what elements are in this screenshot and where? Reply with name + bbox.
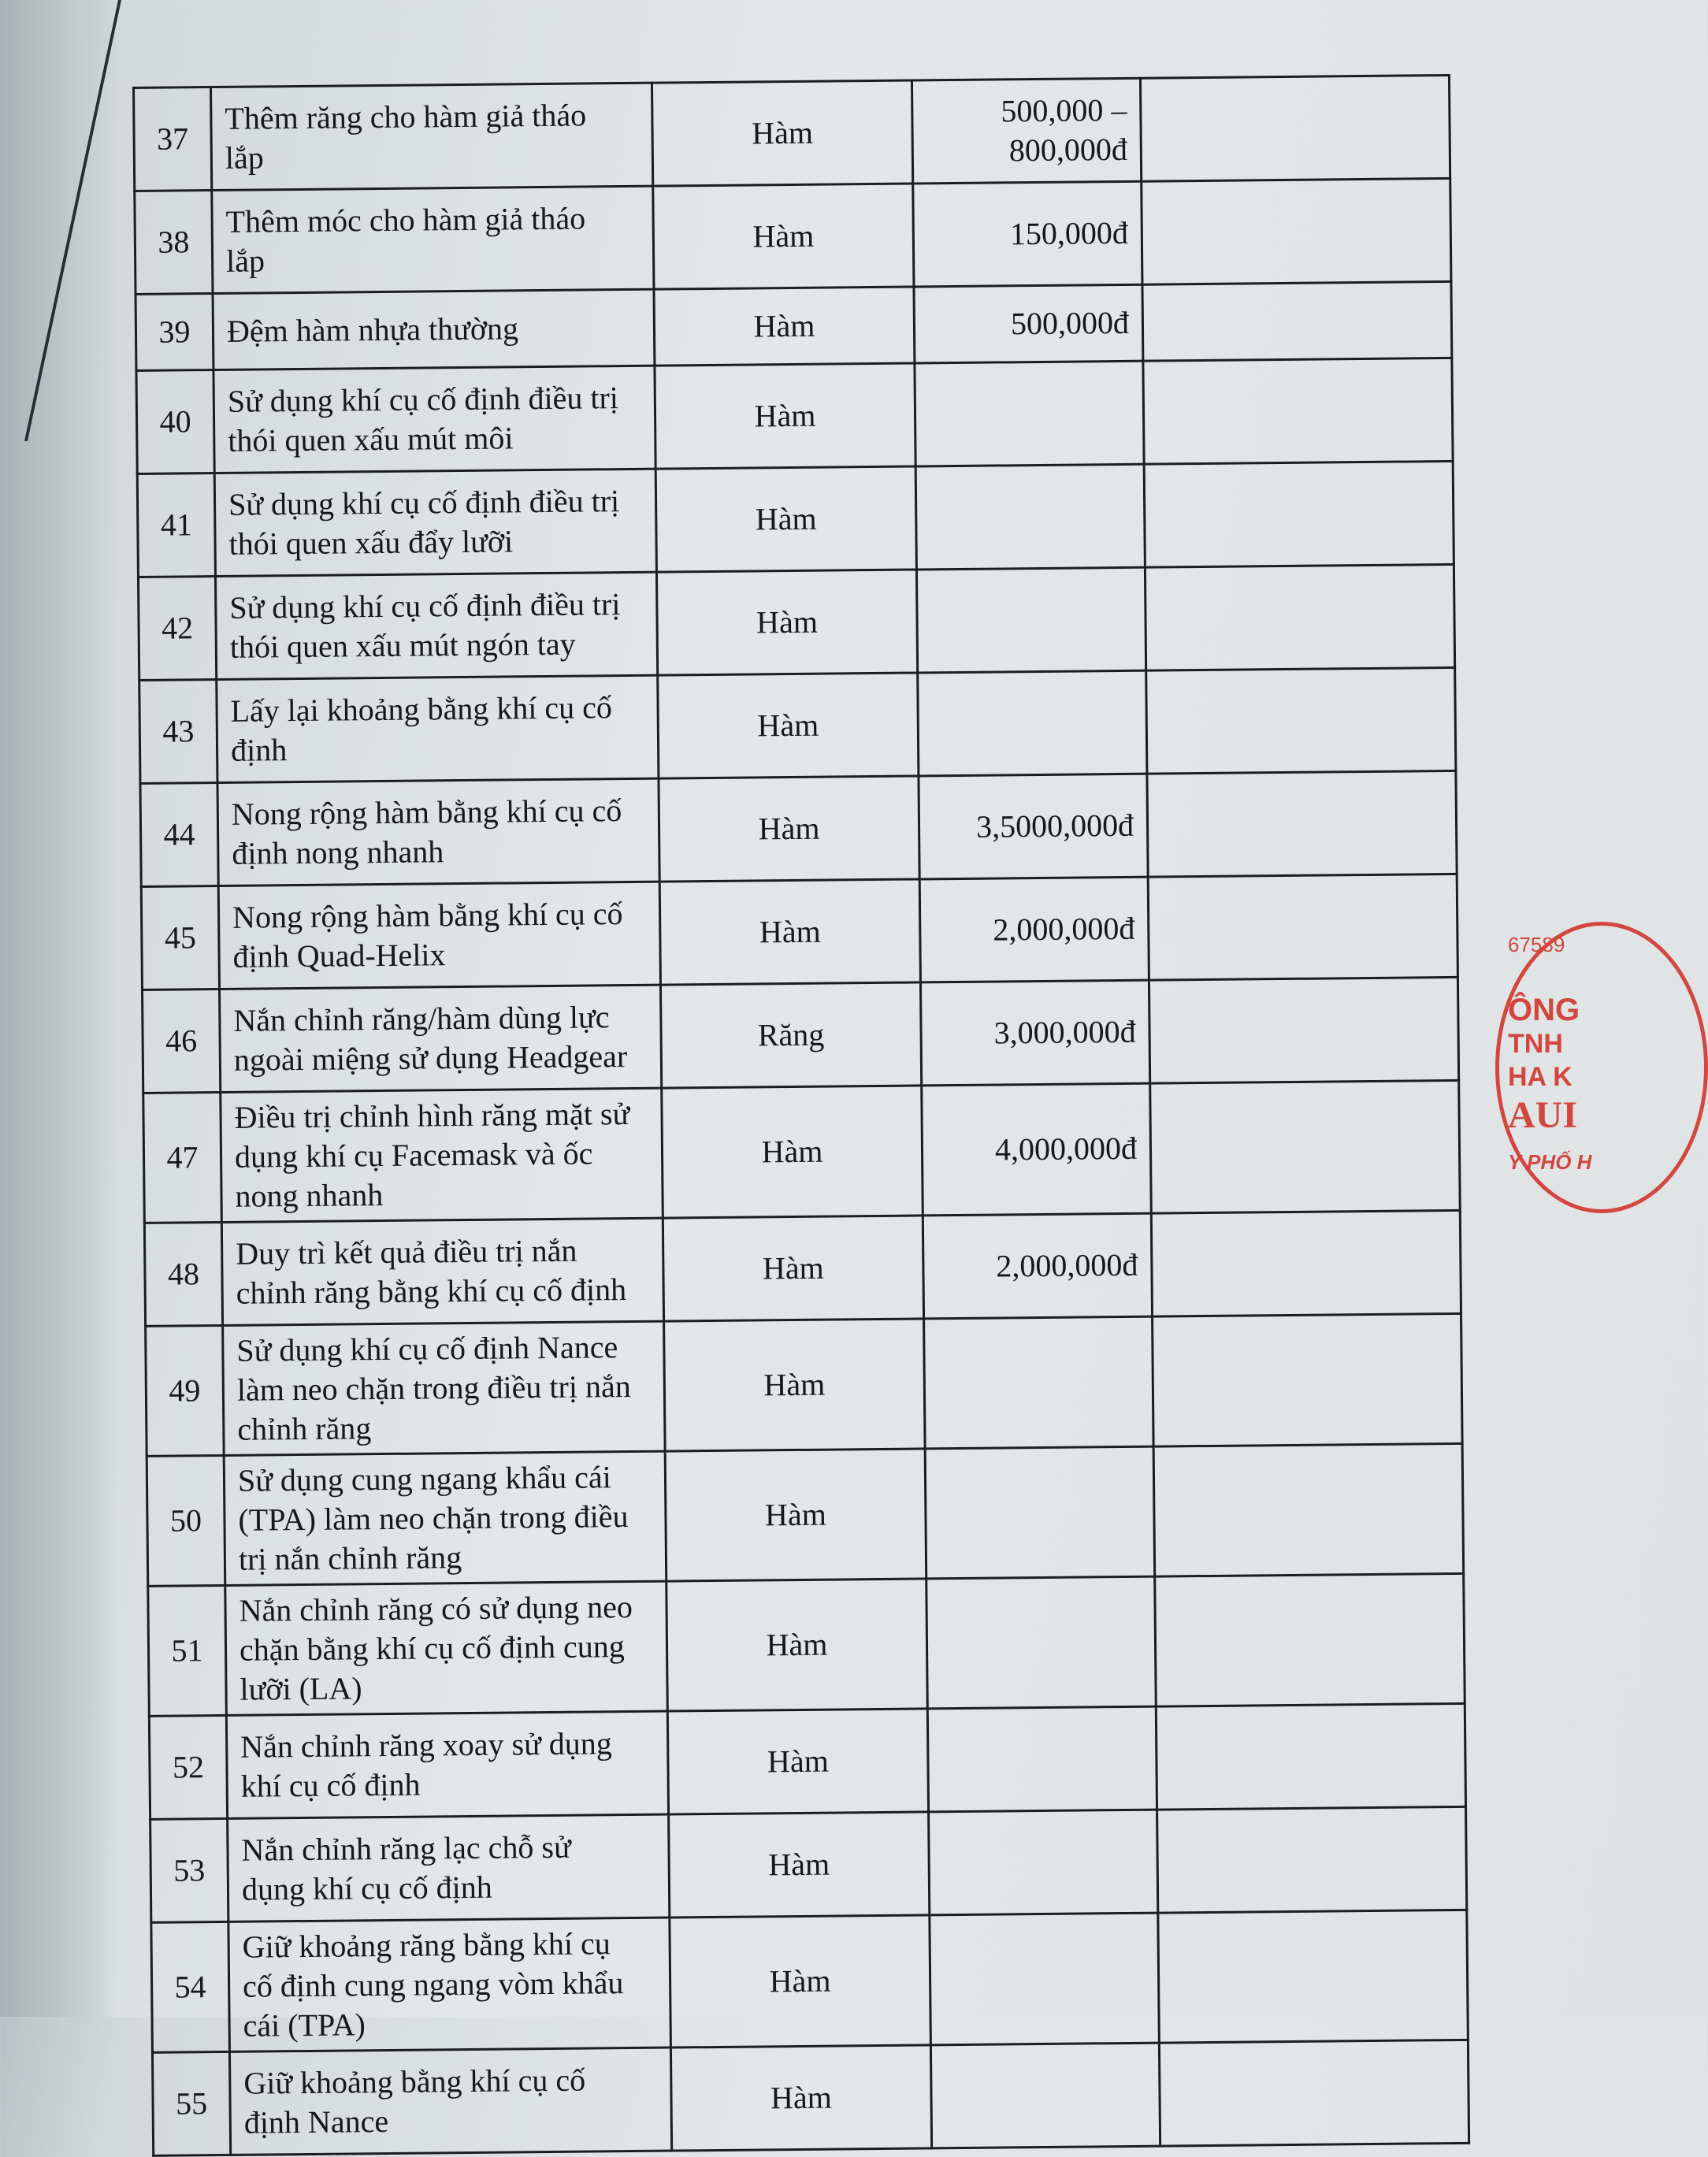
unit-text: Hàm [758,810,820,847]
stamp-text-line: Y PHỐ H [1508,1150,1592,1174]
unit-text: Hàm [755,500,817,537]
price-cell [930,1913,1160,2045]
note-cell [1145,564,1454,670]
price-text: 2,000,000đ [996,1246,1138,1284]
unit-cell [658,673,919,778]
service-name-text: Nong rộng hàm bằng khí cụ cố định nong nhanh [231,793,622,871]
row-number-cell [144,1222,222,1326]
price-text: 150,000đ [1009,214,1129,252]
note-cell [1151,1210,1461,1316]
unit-cell [665,1449,926,1581]
price-cell [916,567,1145,673]
row-number-cell [151,1921,230,2052]
unit-cell [653,184,914,289]
service-name-text: Giữ khoảng răng bằng khí cụ cố định cung ngang vòm khẩu cái (TPA) [242,1925,624,2044]
unit-cell [666,1579,928,1711]
service-name-cell [217,675,659,782]
unit-cell [656,570,917,675]
price-cell [927,1706,1157,1812]
row-number-text: 40 [159,403,191,440]
row-number-text: 50 [169,1502,202,1539]
table-row [139,667,1456,783]
note-cell [1158,1910,1469,2043]
price-text [941,1642,1142,1643]
service-fee-table-body [134,75,1469,2155]
stamp-text-line: TNH [1508,1029,1563,1059]
service-name-cell [214,469,656,576]
unit-text: Hàm [767,1743,830,1780]
unit-text: Răng [757,1016,825,1053]
service-name-text: Duy trì kết quả điều trị nắn chỉnh răng bằng khí cụ cố định [236,1232,627,1311]
service-name-text: Nắn chỉnh răng lạc chỗ sử dụng khí cụ cố định [241,1828,571,1907]
row-number-text: 51 [171,1632,203,1669]
table-row [151,1910,1469,2052]
unit-cell [662,1086,923,1218]
note-cell [1157,1806,1467,1913]
note-cell [1142,281,1452,361]
unit-cell [664,1319,926,1451]
service-name-text: Lấy lại khoảng bằng khí cụ cố định [230,689,613,768]
unit-cell [660,982,921,1088]
price-text [938,1382,1139,1383]
price-cell [929,1810,1158,1915]
service-name-cell [214,366,655,473]
price-text: 500,000 – 800,000đ [1001,91,1128,169]
row-number-text: 47 [166,1139,199,1175]
unit-text: Hàm [754,397,816,434]
table-row [148,1573,1465,1716]
row-number-text: 49 [169,1372,201,1409]
service-name-cell [224,1451,666,1585]
unit-text: Hàm [768,1846,830,1883]
service-name-text: Nắn chỉnh răng có sử dụng neo chặn bằng khí cụ cố định cung lưỡi (LA) [239,1588,633,1707]
adjacent-page-shadow [0,0,118,2017]
note-cell [1147,770,1457,877]
unit-text: Hàm [753,307,815,344]
note-cell [1150,1080,1461,1213]
price-text [943,1862,1144,1863]
unit-text: Hàm [763,1366,826,1403]
row-number-text: 44 [163,816,195,852]
price-cell [914,284,1143,363]
price-text [929,413,1130,414]
table-row [140,770,1457,886]
row-number-text: 43 [162,713,195,749]
row-number-cell [134,87,212,191]
note-cell [1153,1443,1464,1576]
service-name-cell [221,1088,663,1222]
price-cell [919,774,1148,879]
service-name-cell [226,1711,668,1818]
unit-cell [652,80,912,186]
unit-text: Hàm [766,1626,828,1663]
table-row [135,178,1451,294]
note-cell [1159,2040,1469,2146]
unit-text: Hàm [757,707,819,744]
unit-text: Hàm [756,603,819,640]
row-number-cell [148,1585,227,1716]
row-number-cell [150,1818,228,1922]
price-cell [915,361,1144,466]
price-text [931,619,1132,621]
service-name-text: Nong rộng hàm bằng khí cụ cố định Quad-Helix [232,896,623,975]
table-row [143,977,1459,1093]
note-cell [1149,977,1458,1083]
service-name-cell [221,1218,663,1325]
table-row [141,874,1457,989]
table-row [134,75,1450,191]
row-number-cell [149,1715,227,1819]
table-row [138,564,1454,680]
service-name-cell [228,1814,670,1921]
price-cell [915,464,1145,570]
price-text [930,516,1131,518]
table-row [136,358,1453,473]
service-name-cell [211,83,653,190]
unit-text: Hàm [764,1496,827,1533]
row-number-text: 54 [174,1969,206,2005]
row-number-cell [136,370,214,474]
price-text [932,722,1133,724]
row-number-cell [139,680,217,784]
service-name-text: Nắn chỉnh răng xoay sử dụng khí cụ cố định [240,1725,613,1804]
row-number-cell [143,1092,222,1223]
table-row [152,2040,1469,2155]
price-cell [912,78,1141,184]
service-name-cell [213,289,655,369]
row-number-text: 48 [167,1256,200,1292]
unit-text: Hàm [752,217,815,254]
service-name-text: Điều trị chỉnh hình răng mặt sử dụng khí cụ Facemask và ốc nong nhanh [234,1096,630,1214]
unit-cell [659,879,920,985]
row-number-cell [138,577,216,681]
unit-text: Hàm [762,1249,825,1286]
red-company-stamp [1495,914,1613,1213]
service-name-text: Sử dụng khí cụ cố định điều trị thói quen xấu mút môi [227,380,619,459]
table-row [149,1703,1465,1819]
stamp-text-line: HA K [1508,1062,1572,1092]
service-name-text: Sử dụng cung ngang khẩu cái (TPA) làm neo chặn trong điều trị nắn chỉnh răng [237,1459,629,1577]
row-number-text: 38 [158,224,190,260]
price-text: 3,000,000đ [993,1013,1136,1051]
note-cell [1142,178,1451,284]
row-number-cell [152,2051,230,2155]
row-number-text: 45 [164,919,197,956]
service-name-cell [229,2047,671,2155]
price-cell [926,1576,1157,1709]
row-number-text: 42 [161,610,194,646]
stamp-text-number: 67589 [1508,933,1565,956]
service-name-text: Sử dụng khí cụ cố định điều trị thói quen xấu mút ngón tay [229,586,621,665]
price-cell [925,1446,1155,1579]
price-cell [913,181,1142,287]
row-number-text: 37 [156,121,189,157]
service-fee-table [132,74,1470,2157]
document-sheet [132,74,1466,2140]
unit-text: Hàm [761,1133,823,1170]
service-name-cell [217,778,659,885]
price-text: 500,000đ [1010,304,1130,342]
service-name-text: Thêm móc cho hàm giả tháo lắp [225,200,586,279]
note-cell [1144,461,1454,567]
note-cell [1155,1573,1465,1706]
table-row [136,281,1452,370]
row-number-text: 46 [165,1023,198,1059]
service-name-cell [218,882,660,989]
unit-cell [667,1709,928,1814]
service-name-cell [228,1918,671,2051]
unit-text: Hàm [759,913,821,950]
unit-cell [669,1812,930,1918]
service-name-cell [220,985,662,1092]
note-cell [1143,358,1453,464]
table-row [146,1313,1463,1456]
table-row [144,1210,1461,1326]
price-text: 4,000,000đ [994,1130,1138,1168]
price-cell [919,877,1149,982]
unit-cell [670,2045,931,2151]
unit-text: Hàm [751,114,814,151]
price-cell [930,2043,1160,2148]
price-cell [920,980,1149,1086]
price-cell [922,1083,1152,1216]
unit-cell [655,363,915,469]
row-number-cell [147,1455,225,1586]
service-name-text: Đệm hàm nhựa thường [226,310,519,349]
service-name-cell [225,1581,668,1715]
note-cell [1153,1313,1463,1446]
price-text [944,1978,1145,1980]
unit-text: Hàm [769,1962,831,1999]
service-name-cell [215,572,657,679]
service-name-text: Thêm răng cho hàm giả tháo lắp [225,97,587,176]
unit-cell [659,776,919,882]
unit-text: Hàm [770,2079,833,2116]
unit-cell [670,1915,931,2047]
row-number-cell [137,473,215,577]
row-number-cell [140,783,218,887]
service-name-text: Nắn chỉnh răng/hàm dùng lực ngoài miệng sử dụng Headgear [233,999,628,1078]
row-number-text: 41 [160,507,193,543]
note-cell [1156,1703,1465,1810]
stamp-text-line: AUI [1508,1094,1578,1136]
note-cell [1140,75,1450,181]
table-row [137,461,1454,577]
row-number-text: 53 [173,1852,206,1888]
note-cell [1146,667,1456,774]
price-text: 2,000,000đ [993,910,1135,948]
price-text: 3,5000,000đ [975,807,1134,845]
service-name-cell [212,186,654,293]
row-number-text: 52 [172,1749,205,1785]
service-name-text: Sử dụng khí cụ cố định Nance làm neo chặn trong điều trị nắn chỉnh răng [236,1329,631,1447]
service-name-text: Giữ khoảng bằng khí cụ cố định Nance [243,2062,586,2140]
price-text [939,1512,1140,1513]
stamp-text-line: ÔNG [1508,993,1580,1027]
row-number-cell [136,294,214,371]
price-text [941,1758,1142,1760]
price-cell [918,670,1147,776]
row-number-cell [146,1325,225,1456]
row-number-text: 55 [175,2085,208,2122]
unit-cell [654,287,915,366]
unit-cell [655,466,916,572]
unit-cell [663,1216,923,1321]
price-text [945,2095,1146,2096]
row-number-cell [143,989,221,1093]
price-cell [923,1213,1152,1319]
row-number-cell [141,885,219,989]
table-row [147,1443,1464,1586]
service-name-cell [223,1321,666,1455]
note-cell [1148,874,1457,980]
row-number-text: 39 [158,314,191,350]
price-cell [924,1316,1154,1449]
table-row [150,1806,1467,1922]
table-row [143,1080,1461,1223]
row-number-cell [135,191,213,295]
service-name-text: Sử dụng khí cụ cố định điều trị thói quen xấu đẩy lưỡi [228,483,620,562]
